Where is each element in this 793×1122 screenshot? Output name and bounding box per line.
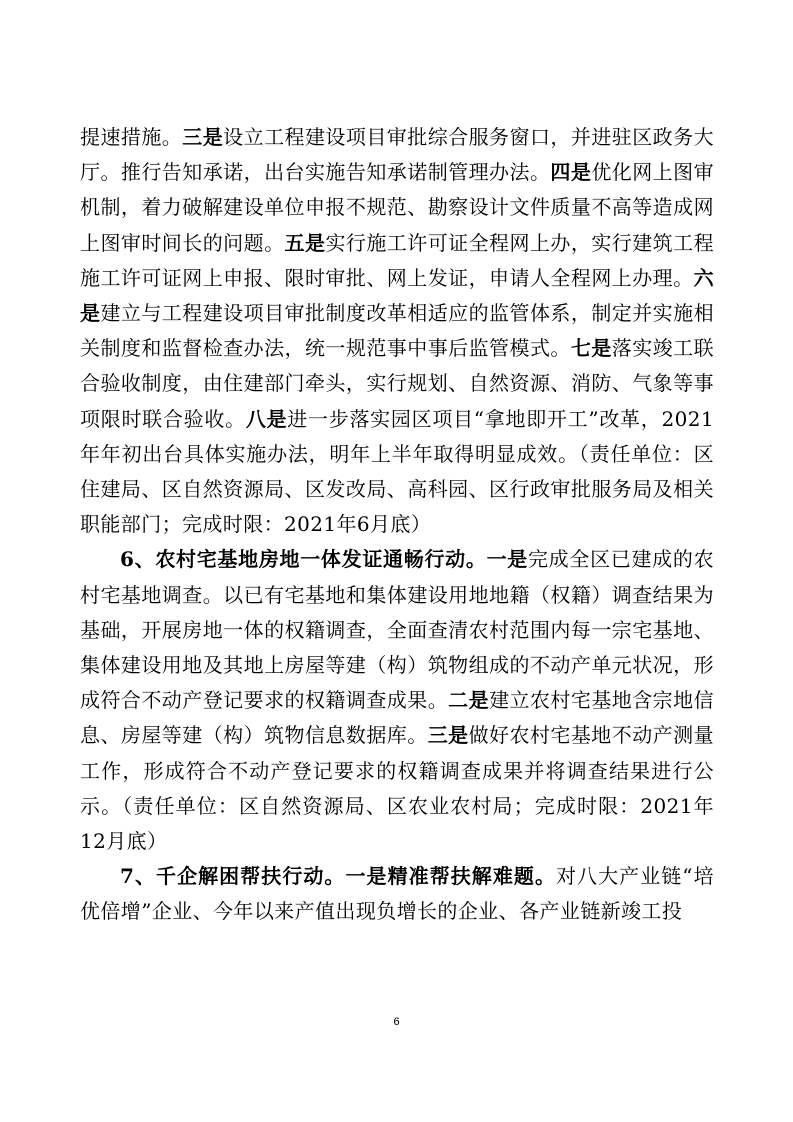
text-run: 落实竣工联合验收制度，由住建部门牵头，实行规划、自然资源、消防、气象等事项限时联合验收。 [80,336,714,431]
text-run: 对八大产业链“培优倍增”企业、今年以来产值出现负增长的企业、各产业链新竣工投 [80,864,714,924]
text-run: 提速措施。 [80,125,183,149]
bold-text-run: 六是 [80,265,714,326]
bold-text-run: 四是 [550,160,592,185]
bold-text-run: 二是 [448,688,490,713]
body-text [80,120,714,930]
bold-text-run: 6、农村宅基地房地一体发证通畅行动。 [120,547,487,572]
bold-text-run: 八是 [245,406,288,431]
text-run: 实行施工许可证全程网上办，实行建筑工程施工许可证网上申报、限时审批、网上发证，申请人全程网上办理。 [80,230,714,290]
bold-text-run: 三是 [182,125,224,149]
text-run: 完成全区已建成的农村宅基地调查。以已有宅基地和集体建设用地地籍（权籍）调查结果为基础，开展房地一体的权籍调查，全面查清农村范围内每一宗宅基地、集体建设用地及其地上房屋等建（构）筑物组成的不动产单元状况，形成符合不动产登记要求的权籍调查成果。 [80,547,714,713]
text-run: 建立农村宅基地含宗地信息、房屋等建（构）筑物信息数据库。 [80,688,714,748]
paragraph [80,542,714,859]
bold-text-run: 五是 [284,230,326,255]
text-run: 设立工程建设项目审批综合服务窗口，并进驻区政务大厅。推行告知承诺，出台实施告知承诺制管理办法。 [80,125,714,185]
text-run: 建立与工程建设项目审批制度改革相适应的监管体系，制定并实施相关制度和监督检查办法，统一规范事中事后监管模式。 [80,301,714,361]
paragraph [80,859,714,929]
page-number: 6 [393,1016,400,1028]
bold-text-run: 三是 [427,723,469,748]
paragraph [80,120,714,542]
bold-text-run: 七是 [570,336,612,361]
bold-text-run: 一是精准帮扶解难题。 [345,864,556,889]
bold-text-run: 7、千企解困帮扶行动。 [120,864,346,889]
text-run: 进一步落实园区项目“拿地即开工”改革，2021年年初出台具体实施办法，明年上半年取得明显成效。（责任单位：区住建局、区自然资源局、区发改局、高科园、区行政审批服务局及相关职能部门；完成时限：2021年6月底） [80,406,714,537]
text-run: 做好农村宅基地不动产测量工作，形成符合不动产登记要求的权籍调查成果并将调查结果进行公示。（责任单位：区自然资源局、区农业农村局；完成时限：2021年12月底） [80,723,714,854]
bold-text-run: 一是 [486,547,528,572]
text-run: 优化网上图审机制，着力破解建设单位申报不规范、勘察设计文件质量不高等造成网上图审时间长的问题。 [80,160,714,255]
